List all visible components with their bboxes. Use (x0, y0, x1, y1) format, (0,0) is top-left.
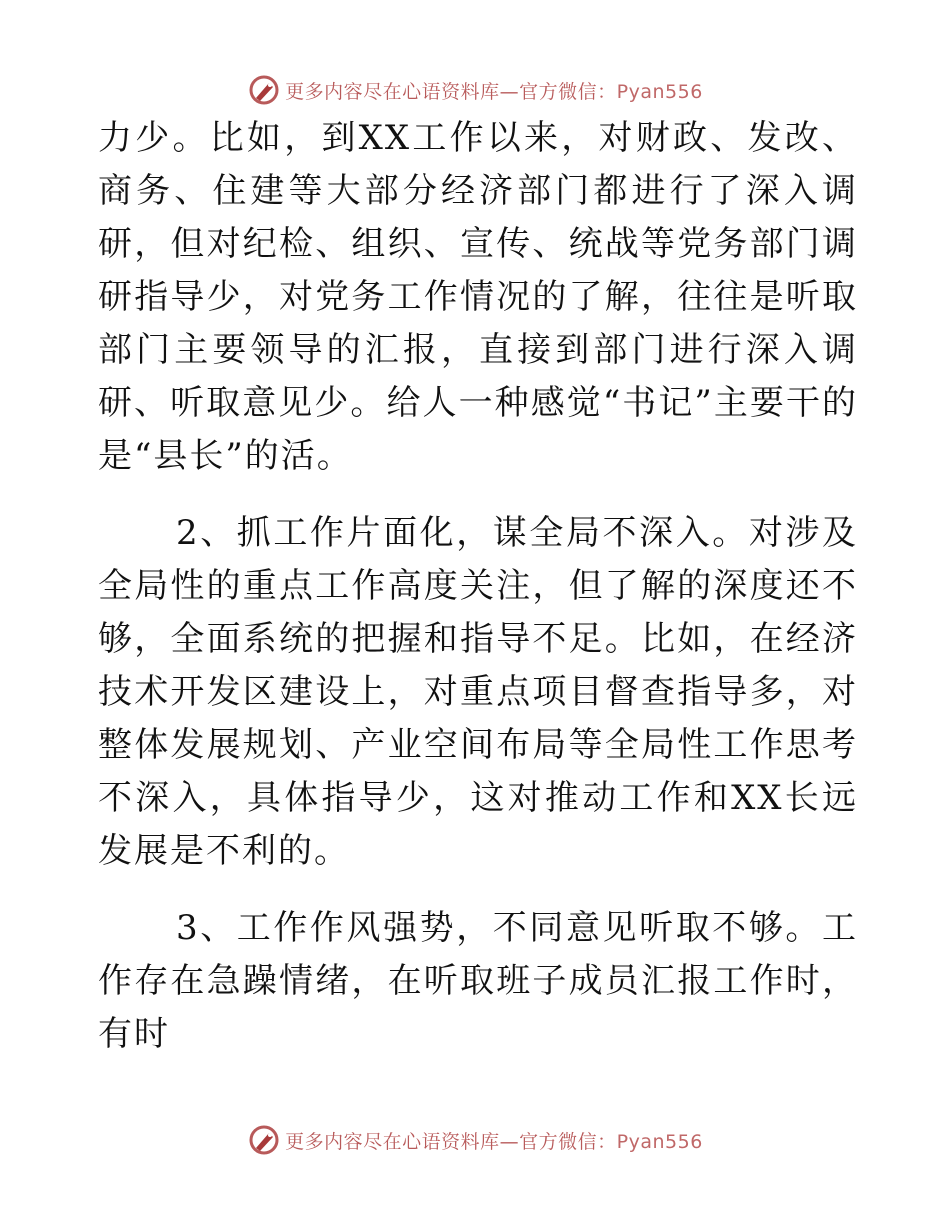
document-body (98, 112, 858, 1061)
wechat-id: Pyan556 (616, 1130, 703, 1153)
wechat-id: Pyan556 (616, 80, 703, 103)
watermark-text: 更多内容尽在心语资料库—官方微信：Pyan556 (285, 80, 703, 103)
paragraph-item-3: 3、工作作风强势，不同意见听取不够。工作存在急躁情绪，在听取班子成员汇报工作时，有时 (98, 908, 858, 1054)
paragraph-continuation: 力少。比如，到XX工作以来，对财政、发改、商务、住建等大部分经济部门都进行了深入调研，但对纪检、组织、宣传、统战等党务部门调研指导少，对党务工作情况的了解，往往是听取部门主要领导的汇报，直接到部门进行深入调研、听取意见少。给人一种感觉“书记”主要干的是“县长”的活。 (98, 118, 858, 476)
pen-nib-logo-icon (247, 1123, 281, 1157)
paragraph-item-2: 2、抓工作片面化，谋全局不深入。对涉及全局性的重点工作高度关注，但了解的深度还不够，全面系统的把握和指导不足。比如，在经济技术开发区建设上，对重点项目督查指导多，对整体发展规划、产业空间布局等全局性工作思考不深入，具体指导少，这对推动工作和XX长远发展是不利的。 (98, 513, 858, 871)
pen-nib-logo-icon (247, 73, 281, 107)
watermark-text: 更多内容尽在心语资料库—官方微信：Pyan556 (285, 1130, 703, 1153)
footer-watermark (0, 1120, 950, 1160)
header-watermark (0, 70, 950, 110)
